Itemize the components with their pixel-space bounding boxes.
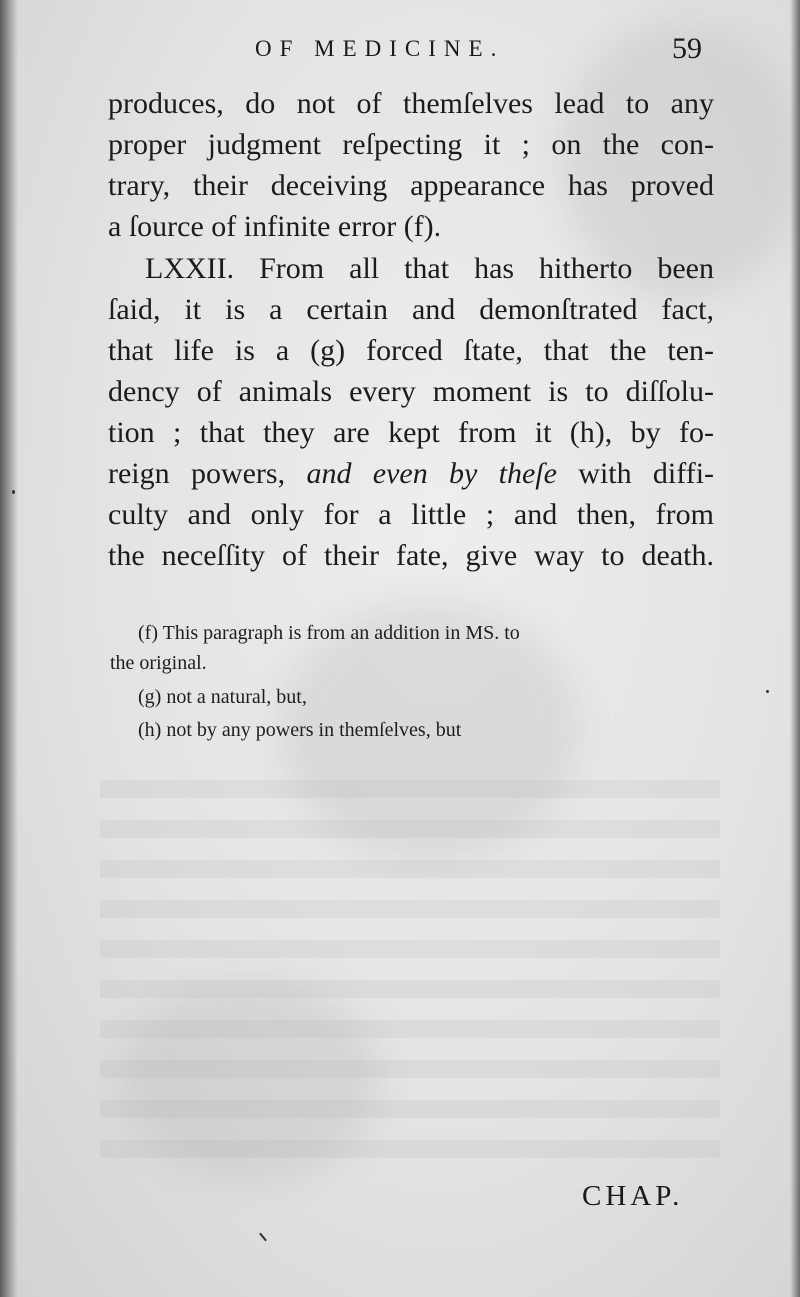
catchword: CHAP. [582,1180,684,1212]
body-text-line: proper judgment reſpecting it ; on the con- [108,128,714,161]
show-through-texture [100,780,720,1160]
body-text-line: a ſource of infinite error (f). [108,210,442,243]
body-text-line: dency of animals every moment is to diſſolu- [108,375,714,408]
ink-speck [766,690,769,693]
ink-speck [12,490,15,494]
footnote-f: (f) This paragraph is from an addition in MS. to [138,622,520,644]
ink-speck [259,1233,267,1242]
footnote-h: (h) not by any powers in themſelves, but [138,719,462,741]
body-text-segment: reign powers, [108,457,286,490]
footnote-g: (g) not a natural, but, [138,686,307,708]
body-text-line: ſaid, it is a certain and demonſtrated fact, [108,293,714,326]
footnote-f-continued: the original. [110,652,207,674]
page-number: 59 [672,32,702,65]
body-text-line: that life is a (g) forced ſtate, that the ten- [108,334,714,367]
body-text-line: tion ; that they are kept from it (h), by fo- [108,416,714,449]
body-text-line: the neceſſity of their fate, give way to death. [108,539,714,572]
page-gutter-shadow [0,0,18,1297]
running-head: OF MEDICINE. [255,36,505,61]
body-text-line [108,454,714,494]
body-text-line: LXXII. From all that has hitherto been [145,252,714,285]
body-text-line: trary, their deceiving appearance has proved [108,169,714,202]
italic-phrase: and even by theſe [306,457,557,490]
body-text-line: culty and only for a little ; and then, from [108,498,714,531]
body-text-line: produces, do not of themſelves lead to any [108,87,714,120]
body-text-segment: with diffi- [578,457,715,490]
